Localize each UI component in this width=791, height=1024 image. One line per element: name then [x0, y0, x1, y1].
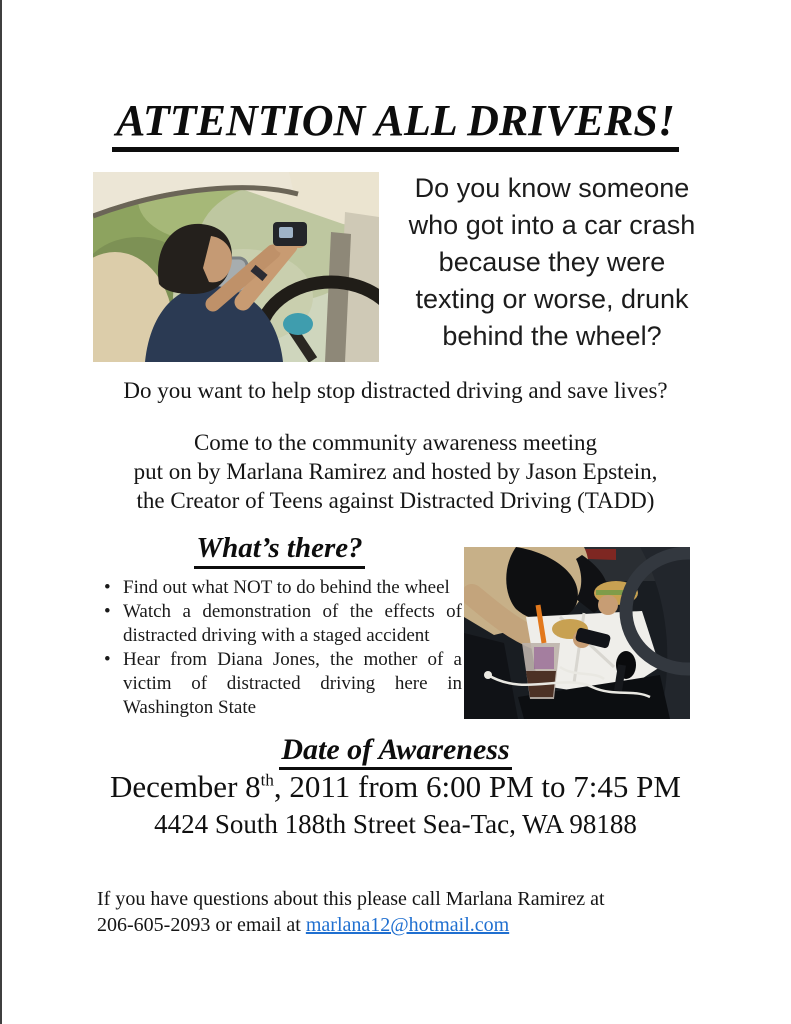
date-heading: Date of Awareness — [279, 733, 511, 770]
event-address: 4424 South 188th Street Sea-Tac, WA 98188 — [154, 809, 637, 839]
bullet-item — [97, 576, 462, 600]
event-date-main: December 8 — [110, 769, 261, 804]
eating-while-driving-illustration — [464, 547, 690, 719]
invitation-text — [0, 428, 791, 515]
bullet-item — [97, 600, 462, 648]
whats-there-heading: What’s there? — [194, 533, 364, 569]
bullet-text: Watch a demonstration of the effects of distracted driving with a staged accident — [123, 600, 462, 646]
question-line: who got into a car crash — [408, 210, 696, 240]
event-date-rest: , 2011 from 6:00 PM to 7:45 PM — [273, 769, 681, 804]
eating-while-driving-photo — [464, 547, 690, 719]
contact-line1: If you have questions about this please call Marlana Ramirez at — [97, 888, 605, 910]
question-line: because they were — [438, 247, 666, 277]
bullet-text: Find out what NOT to do behind the wheel — [123, 576, 450, 598]
tagline-text: Do you want to help stop distracted driving and save lives? — [123, 378, 668, 403]
invitation-line: the Creator of Teens against Distracted Driving (TADD) — [136, 488, 655, 513]
contact-line2 — [97, 912, 677, 938]
texting-while-driving-photo — [93, 172, 379, 362]
invitation-line: put on by Marlana Ramirez and hosted by Jason Epstein, — [133, 459, 658, 484]
bullet-dot-icon: • — [104, 576, 111, 598]
event-datetime — [0, 769, 791, 805]
bullet-text: Hear from Diana Jones, the mother of a victim of distracted driving here in Washington State — [123, 648, 462, 718]
page-title: ATTENTION ALL DRIVERS! — [112, 98, 679, 152]
invitation-line: Come to the community awareness meeting — [193, 430, 598, 455]
whats-there-section — [97, 533, 462, 720]
title-row — [0, 98, 791, 152]
date-heading-row — [0, 733, 791, 770]
whats-there-bullets — [97, 576, 462, 720]
contact-text — [97, 886, 677, 938]
bullet-dot-icon: • — [104, 600, 111, 622]
texting-while-driving-illustration — [93, 172, 379, 362]
question-line: behind the wheel? — [442, 321, 662, 351]
question-line: Do you know someone — [414, 173, 690, 203]
email-link[interactable]: marlana12@hotmail.com — [305, 914, 510, 936]
whats-there-heading-row — [97, 533, 462, 569]
bullet-dot-icon: • — [104, 648, 111, 670]
question-text — [380, 170, 724, 355]
bullet-item — [97, 648, 462, 720]
question-line: texting or worse, drunk — [415, 284, 689, 314]
contact-line2-prefix: 206-605-2093 or email at — [97, 914, 306, 936]
event-date-ordinal: th — [260, 770, 274, 790]
